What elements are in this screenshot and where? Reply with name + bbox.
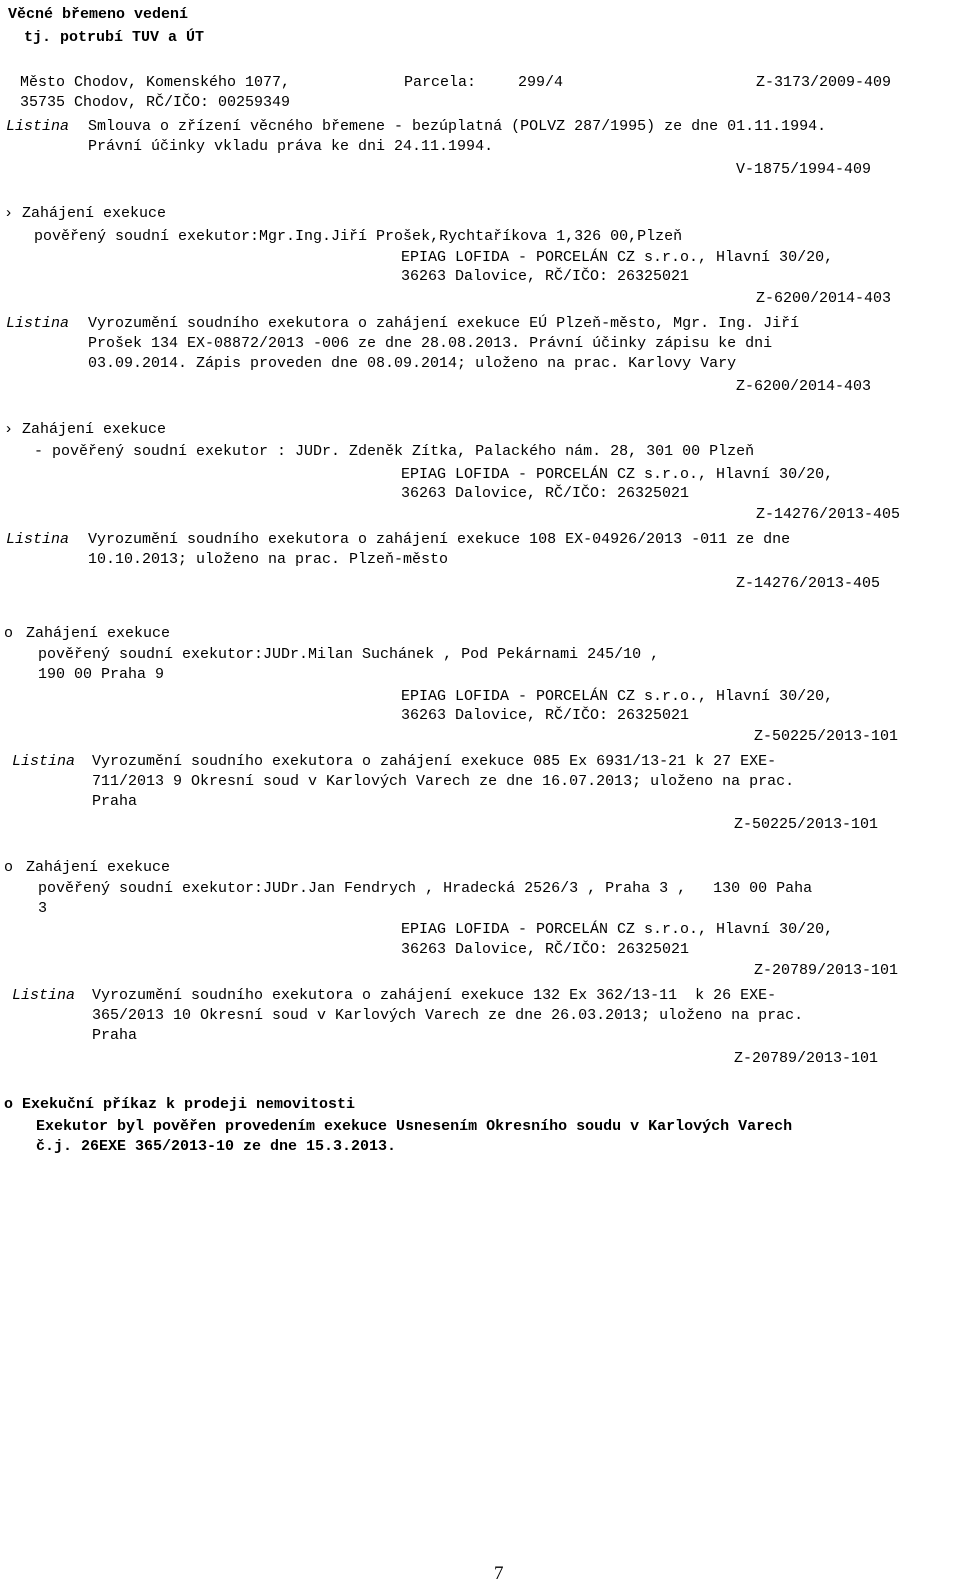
entry-party-line-1: EPIAG LOFIDA - PORCELÁN CZ s.r.o., Hlavní 30/20, — [401, 466, 834, 483]
entry-ref-top: Z-14276/2013-405 — [756, 506, 901, 523]
listina-label: Listina — [6, 315, 70, 332]
final-bullet: o — [4, 1096, 14, 1113]
entry-ref-top: Z-50225/2013-101 — [754, 728, 899, 745]
entry-executor-line-2: 190 00 Praha 9 — [38, 666, 165, 683]
entry-ref-bottom: Z-6200/2014-403 — [736, 378, 872, 395]
vb-listina-line-1: Smlouva o zřízení věcného břemene - bezúplatná (POLVZ 287/1995) ze dne 01.11.1994. — [88, 118, 827, 135]
listina-label: Listina — [12, 987, 76, 1004]
entry-bullet: o — [4, 625, 14, 642]
entry-ref-bottom: Z-50225/2013-101 — [734, 816, 879, 833]
entry-ref-bottom: Z-20789/2013-101 — [734, 1050, 879, 1067]
owner-line-2: 35735 Chodov, RČ/IČO: 00259349 — [20, 94, 291, 111]
entry-bullet: o — [4, 859, 14, 876]
entry-ref-bottom: Z-14276/2013-405 — [736, 575, 881, 592]
doc-title: Věcné břemeno vedení — [8, 6, 189, 23]
vb-listina-line-2: Právní účinky vkladu práva ke dni 24.11.1994. — [88, 138, 494, 155]
entry-listina-line-2: Prošek 134 EX-08872/2013 -006 ze dne 28.08.2013. Právní účinky zápisu ke dni — [88, 335, 773, 352]
entry-executor: pověřený soudní exekutor:JUDr.Milan Suchánek , Pod Pekárnami 245/10 , — [38, 646, 660, 663]
entry-listina-line-3: Praha — [92, 793, 138, 810]
entry-listina-line-2: 365/2013 10 Okresní soud v Karlových Varech ze dne 26.03.2013; uloženo na prac. — [92, 1007, 804, 1024]
doc-subtitle: tj. potrubí TUV a ÚT — [24, 29, 205, 46]
entry-ref-top: Z-6200/2014-403 — [756, 290, 892, 307]
vb-ref-top: Z-3173/2009-409 — [756, 74, 892, 91]
owner-line-1: Město Chodov, Komenského 1077, — [20, 74, 291, 91]
entry-heading: Zahájení exekuce — [26, 859, 171, 876]
entry-executor: - pověřený soudní exekutor : JUDr. Zdeněk Zítka, Palackého nám. 28, 301 00 Plzeň — [34, 443, 755, 460]
entry-bullet: › — [4, 421, 14, 438]
entry-executor-line-2: 3 — [38, 900, 48, 917]
entry-party-line-2: 36263 Dalovice, RČ/IČO: 26325021 — [401, 268, 690, 285]
entry-listina-line-1: Vyrozumění soudního exekutora o zahájení exekuce 085 Ex 6931/13-21 k 27 EXE- — [92, 753, 777, 770]
final-line-2: č.j. 26EXE 365/2013-10 ze dne 15.3.2013. — [36, 1138, 397, 1155]
entry-heading: Zahájení exekuce — [22, 421, 167, 438]
entry-listina-line-2: 711/2013 9 Okresní soud v Karlových Varech ze dne 16.07.2013; uloženo na prac. — [92, 773, 795, 790]
final-heading: Exekuční příkaz k prodeji nemovitosti — [22, 1096, 356, 1113]
entry-bullet: › — [4, 205, 14, 222]
entry-listina-line-3: Praha — [92, 1027, 138, 1044]
listina-label: Listina — [12, 753, 76, 770]
entry-heading: Zahájení exekuce — [26, 625, 171, 642]
page-number: 7 — [494, 1563, 504, 1584]
entry-party-line-2: 36263 Dalovice, RČ/IČO: 26325021 — [401, 485, 690, 502]
entry-listina-line-2: 10.10.2013; uloženo na prac. Plzeň-město — [88, 551, 449, 568]
entry-listina-line-1: Vyrozumění soudního exekutora o zahájení exekuce 132 Ex 362/13-11 k 26 EXE- — [92, 987, 777, 1004]
entry-party-line-1: EPIAG LOFIDA - PORCELÁN CZ s.r.o., Hlavní 30/20, — [401, 249, 834, 266]
entry-party-line-2: 36263 Dalovice, RČ/IČO: 26325021 — [401, 707, 690, 724]
parcel-label: Parcela: — [404, 74, 477, 91]
listina-label: Listina — [6, 118, 70, 135]
entry-party-line-1: EPIAG LOFIDA - PORCELÁN CZ s.r.o., Hlavní 30/20, — [401, 688, 834, 705]
entry-listina-line-1: Vyrozumění soudního exekutora o zahájení exekuce 108 EX-04926/2013 -011 ze dne — [88, 531, 791, 548]
entry-ref-top: Z-20789/2013-101 — [754, 962, 899, 979]
listina-label: Listina — [6, 531, 70, 548]
entry-listina-line-1: Vyrozumění soudního exekutora o zahájení exekuce EÚ Plzeň-město, Mgr. Ing. Jiří — [88, 315, 800, 332]
entry-executor: pověřený soudní exekutor:Mgr.Ing.Jiří Prošek,Rychtaříkova 1,326 00,Plzeň — [34, 228, 683, 245]
entry-party-line-1: EPIAG LOFIDA - PORCELÁN CZ s.r.o., Hlavní 30/20, — [401, 921, 834, 938]
entry-party-line-2: 36263 Dalovice, RČ/IČO: 26325021 — [401, 941, 690, 958]
final-line-1: Exekutor byl pověřen provedením exekuce Usnesením Okresního soudu v Karlových Varech — [36, 1118, 793, 1135]
parcel-value: 299/4 — [518, 74, 564, 91]
entry-listina-line-3: 03.09.2014. Zápis proveden dne 08.09.2014; uloženo na prac. Karlovy Vary — [88, 355, 737, 372]
entry-executor: pověřený soudní exekutor:JUDr.Jan Fendrych , Hradecká 2526/3 , Praha 3 , 130 00 Paha — [38, 880, 813, 897]
entry-heading: Zahájení exekuce — [22, 205, 167, 222]
vb-ref-bottom: V-1875/1994-409 — [736, 161, 872, 178]
